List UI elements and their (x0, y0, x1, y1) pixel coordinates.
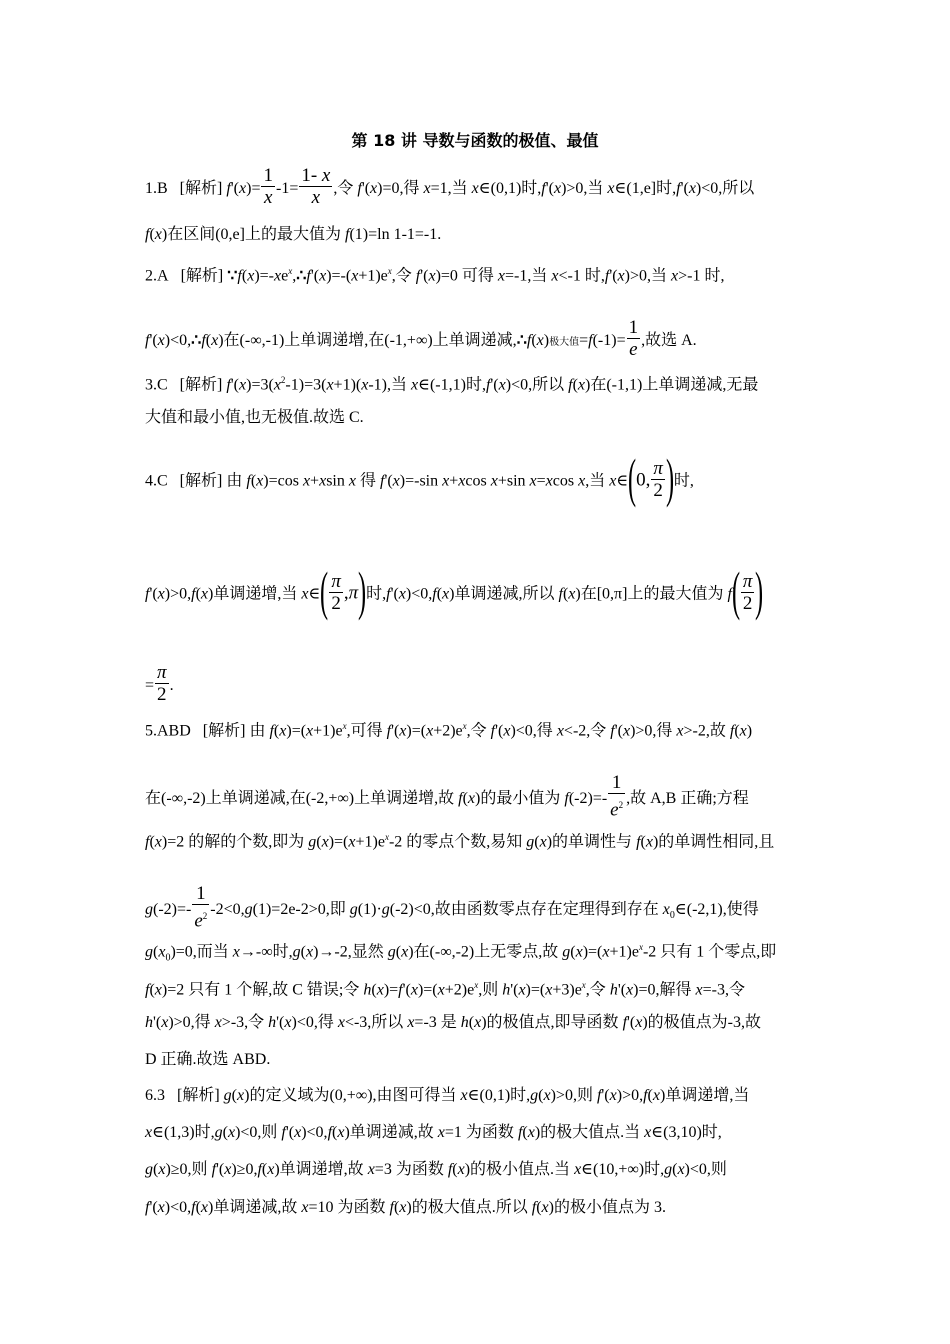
answer-6-line-3: g(x)≥0,则 f'(x)≥0,f(x)单调递增,故 x=3 为函数 f(x)的极小值点.当 x∈(10,+∞)时,g(x)<0,则 (145, 1161, 727, 1178)
analysis-tag: [解析] (179, 376, 223, 394)
analysis-tag: [解析] (177, 1087, 220, 1104)
answer-5-line-7: h'(x)>0,得 x>-3,令 h'(x)<0,得 x<-3,所以 x=-3 是 h(x)的极值点,即导函数 f'(x)的极值点为-3,故 (145, 1014, 762, 1031)
answer-3-line-1: 3.C [解析] $f'(x)=3(x^2-1)=3(x+1)(x-1)$,当 x∈(-1,1)时,f'(x)<0,所以 f(x)在(-1,1)上单调递减,无最 (145, 375, 759, 394)
answer-5-line-4: g(-2)=- $\frac{1}{e^2}$ -2<0,g(1)=2e-2>0,即 g(1)·g(-2)<0,故由函数零点存在定理得到存在 $x_0\in(-2,1)$,使得 (145, 883, 759, 932)
page-title: 第 18 讲 导数与函数的极值、最值 (351, 131, 599, 150)
answer-3-line-2: 大值和最小值,也无极值.故选 C. (145, 409, 364, 426)
answer-label: 4.C (145, 472, 168, 490)
answer-1-line-2: f(x)在区间(0,e]上的最大值为 f(1)=ln 1-1=-1. (145, 226, 442, 243)
answer-2-line-1: 2.A [解析] $\because f(x)=-xe^x,\therefore f'(x)=-(x+1)e^x$,令 f'(x)=0 可得 x=-1,当 x<-1 时,f'(x)>0,当 x>-1 时, (145, 266, 725, 285)
answer-5-line-8: D 正确.故选 ABD. (145, 1051, 271, 1068)
answer-label: 2.A (145, 267, 169, 285)
answer-4-line-3: = $\frac{\pi}{2}$ . (145, 662, 174, 705)
answer-5-line-1: 5.ABD [解析] 由 $f(x)=(x+1)e^x$,可得 $f'(x)=(x+2)e^x$,令 f'(x)<0,得 x<-2,令 f'(x)>0,得 x>-2,故 f(x) (145, 721, 753, 740)
answer-label: 5.ABD (145, 722, 191, 740)
answer-6-line-1: 6.3 [解析] g(x)的定义域为(0,+∞),由图可得当 x∈(0,1)时,g(x)>0,则 f'(x)>0,f(x)单调递增,当 (145, 1087, 750, 1104)
answer-5-line-2: 在(-∞,-2)上单调递减,在(-2,+∞)上单调递增,故 f(x)的最小值为 f(-2)=- $\frac{1}{e^2}$ ,故 A,B 正确;方程 (145, 772, 749, 821)
answer-4-line-2: f'(x)>0,f(x)单调递增,当 x∈( $\frac{\pi}{2}$ ,π)时,f'(x)<0,f(x)单调递减,所以 f(x)在[0,π]上的最大值为 f( $\frac{\pi}{2}$ ) (145, 561, 764, 621)
analysis-tag: [解析] (180, 267, 224, 285)
answer-label: 6.3 (145, 1087, 165, 1104)
answer-4-line-1: 4.C [解析] 由 f(x)=cos x+xsin x 得 f'(x)=-sin x+xcos x+sin x=xcos x,当 x∈(0, $\frac{\pi}{2}$ )时, (145, 448, 694, 508)
answer-6-line-2: x∈(1,3)时,g(x)<0,则 f'(x)<0,f(x)单调递减,故 x=1 为函数 f(x)的极大值点.当 x∈(3,10)时, (145, 1124, 722, 1141)
analysis-tag: [解析] (202, 722, 246, 740)
answer-1-line-1: 1.B [解析] f'(x)= $\frac{1}{x}$ -1= $\frac{1- x}{x}$ ,令 f'(x)=0,得 x=1,当 x∈(0,1)时,f'(x)>0,当 x∈(1,e]时,f'(x)<0,所以 (145, 165, 755, 208)
answer-6-line-4: f'(x)<0,f(x)单调递减,故 x=10 为函数 f(x)的极大值点.所以 f(x)的极小值点为 3. (145, 1199, 666, 1216)
answer-label: 1.B (145, 180, 168, 198)
answer-5-line-3: f(x)=2 的解的个数,即为 $g(x)=(x+1)e^x-2$ 的零点个数,易知 g(x)的单调性与 f(x)的单调性相同,且 (145, 832, 775, 851)
answer-5-line-6: f(x)=2 只有 1 个解,故 C 错误;令 $h(x)=f'(x)=(x+2)e^x$,则 $h'(x)=(x+3)e^x$,令 h'(x)=0,解得 x=-3,令 (145, 980, 745, 999)
answer-2-line-2: f'(x)<0,∴f(x)在(-∞,-1)上单调递增,在(-1,+∞)上单调递减,∴f(x)极大值=f(-1)= $\frac{1}{e}$ ,故选 A. (145, 317, 697, 360)
answer-label: 3.C (145, 376, 168, 394)
answer-5-line-5: $g(x_0)=0$,而当 x→-∞时,g(x)→-2,显然 g(x)在(-∞,-2)上无零点,故 $g(x)=(x+1)e^x-2$ 只有 1 个零点,即 (145, 942, 777, 964)
analysis-tag: [解析] (179, 472, 223, 490)
analysis-tag: [解析] (179, 180, 223, 198)
